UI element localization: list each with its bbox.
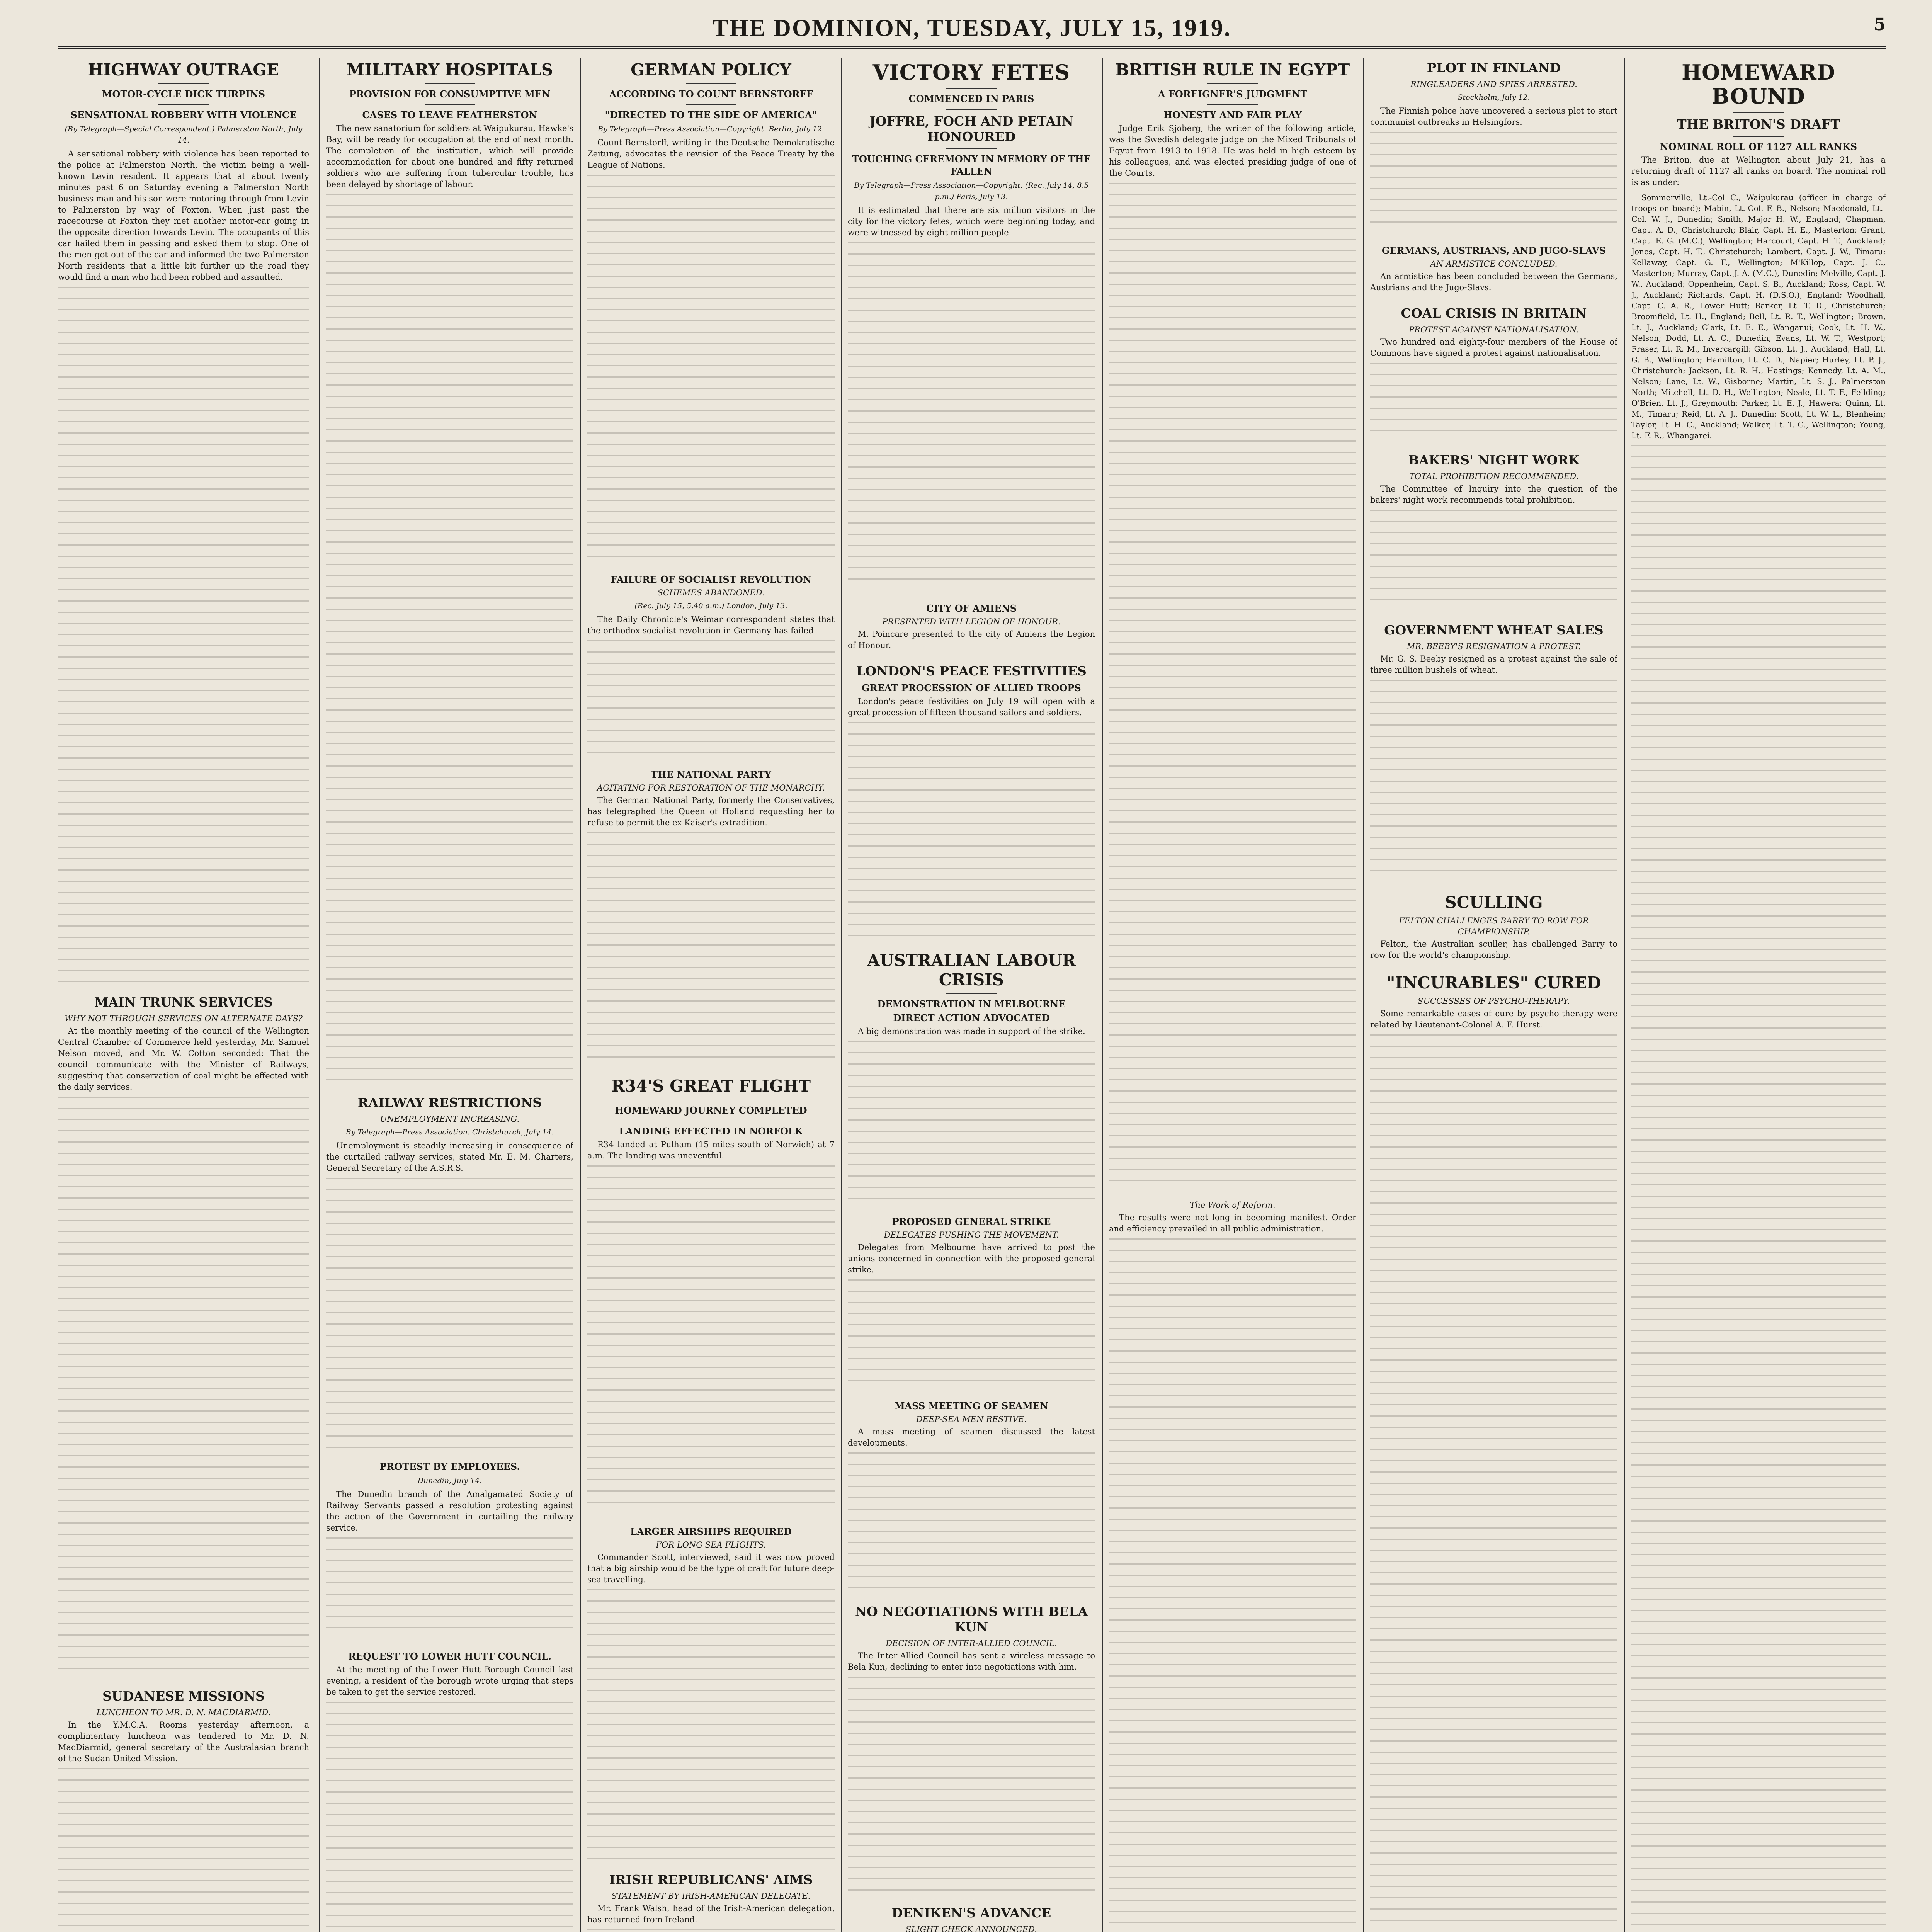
article-body: London's peace festivities on July 19 will open with a great procession of fifteen thousand sailors and soldiers. bbox=[848, 697, 1095, 717]
headline: "INCURABLES" CURED bbox=[1386, 973, 1601, 992]
article-bakers-night-work bbox=[1370, 452, 1617, 610]
subhead: FOR LONG SEA FLIGHTS. bbox=[656, 1540, 766, 1549]
body-text-block bbox=[1370, 1034, 1617, 1923]
article-general-strike bbox=[848, 1216, 1095, 1388]
article-body: Mr. Frank Walsh, head of the Irish-American delegation, has returned from Ireland. bbox=[587, 1904, 835, 1924]
headline: COAL CRISIS IN BRITAIN bbox=[1401, 306, 1587, 321]
nominal-roll: Sommerville, Lt.-Col C., Waipukurau (officer in charge of troops on board); Mabin, Lt.-Col. F. B., Nelson; Macdonald, Lt.-Col. W. J., Dunedin; Smith, Major H. W., England; Chapman, Capt. A. D., Christchurch; Blair, Capt. H. E., Masterton; Grant, Capt. E. G. (M.C.), Wellington; Harcourt, Capt. H. T., Auckland; Jones, Capt. H. T., Christchurch; Lambert, Capt. J. W., Timaru; Kellaway, Capt. G. F., Wellington; M'Killop, Capt. J. C., Masterton; Murray, Capt. J. A. (M.C.), Dunedin; Melville, Capt. J. W., Auckland; Oppenheim, Capt. S. B., Auckland; Ross, Capt. W. J., Auckland; Richards, Capt. H. (D.S.O.), England; Woodhall, Capt. C. A. R., Lower Hutt; Barker, Lt. T. D., Christchurch; Broomfield, Lt. H., England; Bell, Lt. R. T., Wellington; Brown, Lt. J., Auckland; Clark, Lt. E. E., Wanganui; Cook, Lt. H. W., Nelson; Dodd, Lt. A. C., Dunedin; Evans, Lt. W. T., Westport; Fraser, Lt. R. M., Invercargill; Gibson, Lt. J., Auckland; Hall, Lt. G. B., Wellington; Hamilton, Lt. C. D., Napier; Hurley, Lt. P. J., Christchurch; Jackson, Lt. R. H., Hastings; Kennedy, Lt. A. M., Nelson; Lane, Lt. W., Gisborne; Martin, Lt. S. J., Palmerston North; Mitchell, Lt. D. H., Wellington; Neale, Lt. T. F., Feilding; O'Brien, Lt. J., Greymouth; Parker, Lt. E. J., Hawera; Quinn, Lt. M., Timaru; Reid, Lt. A. J., Dunedin; Scott, Lt. W. L., Blenheim; Taylor, Lt. H. C., Auckland; Walker, Lt. T. G., Wellington; Young, Lt. F. R., Whangarei. bbox=[1631, 193, 1886, 440]
section-heading: The Work of Reform. bbox=[1190, 1201, 1276, 1210]
article-body: Unemployment is steadily increasing in consequence of the curtailed railway services, stated Mr. E. M. Charters, General Secretary of the A.S.R.S. bbox=[326, 1141, 573, 1173]
headline: MAIN TRUNK SERVICES bbox=[94, 995, 273, 1010]
headline: PROPOSED GENERAL STRIKE bbox=[892, 1216, 1051, 1227]
article-body: The German National Party, formerly the Conservatives, has telegraphed the Queen of Holland requesting her to refuse to permit the ex-Kaiser's extradition. bbox=[587, 796, 835, 827]
article-coal-crisis bbox=[1370, 306, 1617, 440]
headline: AUSTRALIAN LABOUR CRISIS bbox=[867, 951, 1076, 989]
column-3 bbox=[587, 58, 835, 1932]
headline: PLOT IN FINLAND bbox=[1427, 60, 1561, 75]
section-work-of-reform bbox=[1109, 1200, 1356, 1932]
body-text-block bbox=[587, 175, 835, 561]
article-wheat-sales bbox=[1370, 622, 1617, 881]
subhead: THE BRITON'S DRAFT bbox=[1677, 117, 1840, 132]
subhead: GREAT PROCESSION OF ALLIED TROOPS bbox=[862, 682, 1081, 694]
body-text-block bbox=[1370, 363, 1617, 440]
subhead: SENSATIONAL ROBBERY WITH VIOLENCE bbox=[70, 109, 297, 121]
headline: THE NATIONAL PARTY bbox=[651, 769, 771, 780]
article-body: Two hundred and eighty-four members of the House of Commons have signed a protest against nationalisation. bbox=[1370, 337, 1617, 358]
headline: BRITISH RULE IN EGYPT bbox=[1115, 60, 1350, 79]
subhead: DIRECT ACTION ADVOCATED bbox=[893, 1012, 1050, 1024]
column-5 bbox=[1109, 58, 1356, 1932]
article-body: Judge Erik Sjoberg, the writer of the following article, was the Swedish delegate judge on the Mixed Tribunals of Egypt from 1913 to 1918. He was held in high esteem by his colleagues, and was elected presiding judge of one of the Courts. bbox=[1109, 124, 1356, 178]
article-national-party bbox=[587, 769, 835, 1064]
subhead: STATEMENT BY IRISH-AMERICAN DELEGATE. bbox=[611, 1891, 811, 1901]
subhead: LANDING EFFECTED IN NORFOLK bbox=[619, 1126, 803, 1137]
article-highway-outrage bbox=[58, 60, 309, 982]
article-body: At the meeting of the Lower Hutt Borough Council last evening, a resident of the borough wrote urging that steps be taken to get the service restored. bbox=[326, 1665, 573, 1697]
article-body: Count Bernstorff, writing in the Deutsche Demokratische Zeitung, advocates the revision of the Peace Treaty by the League of Nations. bbox=[587, 138, 835, 170]
subhead: MR. BEEBY'S RESIGNATION A PROTEST. bbox=[1406, 642, 1581, 651]
article-body: Delegates from Melbourne have arrived to post the unions concerned in connection with the proposed general strike. bbox=[848, 1243, 1095, 1274]
body-text-block bbox=[587, 1929, 835, 1932]
body-text-block bbox=[587, 1165, 835, 1513]
article-body: The Daily Chronicle's Weimar correspondent states that the orthodox socialist revolution in Germany has failed. bbox=[587, 615, 835, 635]
headline: FAILURE OF SOCIALIST REVOLUTION bbox=[611, 574, 811, 585]
article-sudanese-missions bbox=[58, 1689, 309, 1932]
dateline: Stockholm, July 12. bbox=[1458, 93, 1530, 102]
dateline: By Telegraph—Press Association—Copyright. Berlin, July 12. bbox=[597, 125, 825, 133]
subhead: SLIGHT CHECK ANNOUNCED. bbox=[906, 1925, 1037, 1932]
article-body: An armistice has been concluded between the Germans, Austrians and the Jugo-Slavs. bbox=[1370, 272, 1617, 292]
subhead: AN ARMISTICE CONCLUDED. bbox=[1430, 259, 1558, 269]
body-text-block bbox=[326, 1178, 573, 1448]
body-text-block bbox=[1109, 1238, 1356, 1932]
body-text-block bbox=[58, 1097, 309, 1676]
headline: MASS MEETING OF SEAMEN bbox=[894, 1400, 1049, 1412]
article-deniken bbox=[848, 1905, 1095, 1932]
column-rule bbox=[1102, 58, 1103, 1932]
article-body: The Briton, due at Wellington about July 21, has a returning draft of 1127 all ranks on board. The nominal roll is as under: bbox=[1631, 155, 1886, 187]
subhead: SCHEMES ABANDONED. bbox=[657, 588, 765, 597]
nominal-roll-continued bbox=[1631, 445, 1886, 1932]
article-body: A mass meeting of seamen discussed the latest developments. bbox=[848, 1427, 1095, 1447]
headline: REQUEST TO LOWER HUTT COUNCIL. bbox=[348, 1651, 551, 1662]
headline: GOVERNMENT WHEAT SALES bbox=[1384, 622, 1604, 638]
article-australian-labour bbox=[848, 951, 1095, 1203]
article-irish-republicans bbox=[587, 1872, 835, 1932]
article-bela-kun bbox=[848, 1604, 1095, 1893]
article-plot-finland bbox=[1370, 60, 1617, 232]
subhead: AGITATING FOR RESTORATION OF THE MONARCHY. bbox=[597, 783, 825, 793]
article-incurables-cured bbox=[1370, 973, 1617, 1923]
subhead: DECISION OF INTER-ALLIED COUNCIL. bbox=[886, 1639, 1057, 1648]
article-body: Commander Scott, interviewed, said it was now proved that a big airship would be the type of craft for future deep-sea travelling. bbox=[587, 1553, 835, 1584]
headline: NO NEGOTIATIONS WITH BELA KUN bbox=[855, 1604, 1088, 1634]
column-2 bbox=[326, 58, 573, 1932]
subhead: TOUCHING CEREMONY IN MEMORY OF THE FALLEN bbox=[852, 153, 1091, 177]
subhead: NOMINAL ROLL OF 1127 ALL RANKS bbox=[1660, 141, 1857, 152]
subhead: MOTOR-CYCLE DICK TURPINS bbox=[102, 88, 265, 100]
article-lower-hutt bbox=[326, 1650, 573, 1932]
subhead: CASES TO LEAVE FEATHERSTON bbox=[362, 109, 537, 121]
headline: MILITARY HOSPITALS bbox=[346, 60, 553, 79]
body-text-block bbox=[326, 194, 573, 1083]
page-number: 5 bbox=[1874, 15, 1886, 34]
subhead: DEMONSTRATION IN MELBOURNE bbox=[877, 998, 1066, 1010]
article-german-policy bbox=[587, 60, 835, 561]
column-4 bbox=[848, 58, 1095, 1932]
article-larger-airships bbox=[587, 1526, 835, 1860]
subhead: UNEMPLOYMENT INCREASING. bbox=[380, 1114, 520, 1124]
article-socialist-revolution bbox=[587, 573, 835, 756]
dateline: (By Telegraph—Special Correspondent.) Palmerston North, July 14. bbox=[65, 125, 303, 145]
headline: LARGER AIRSHIPS REQUIRED bbox=[630, 1526, 792, 1537]
article-main-trunk bbox=[58, 995, 309, 1676]
article-body: The new sanatorium for soldiers at Waipukurau, Hawke's Bay, will be ready for occupation at the end of next month. The completion of the institution, which will provide accommodation for about one hundred and fifty returned soldiers who are suffering from tubercular trouble, has been delayed by shortage of labour. bbox=[326, 124, 573, 189]
body-text-block bbox=[1109, 183, 1356, 1187]
subhead: ACCORDING TO COUNT BERNSTORFF bbox=[609, 88, 813, 100]
headline: HOMEWARD BOUND bbox=[1682, 60, 1835, 109]
body-text-block bbox=[1370, 132, 1617, 232]
body-text-block bbox=[848, 1279, 1095, 1388]
article-body: M. Poincare presented to the city of Amiens the Legion of Honour. bbox=[848, 629, 1095, 650]
article-railway-restrictions bbox=[326, 1095, 573, 1448]
subhead: HOMEWARD JOURNEY COMPLETED bbox=[615, 1105, 807, 1116]
masthead bbox=[58, 8, 1886, 49]
article-body: The results were not long in becoming manifest. Order and efficiency prevailed in all public administration. bbox=[1109, 1213, 1356, 1233]
article-body: The Dunedin branch of the Amalgamated Society of Railway Servants passed a resolution protesting against the action of the Government in curtailing the railway service. bbox=[326, 1490, 573, 1532]
column-rule bbox=[580, 58, 581, 1932]
subhead: "DIRECTED TO THE SIDE OF AMERICA" bbox=[605, 109, 817, 121]
article-london-peace bbox=[848, 663, 1095, 939]
body-text-block bbox=[587, 832, 835, 1064]
body-text-block bbox=[848, 1041, 1095, 1203]
article-germans-austrians bbox=[1370, 245, 1617, 293]
article-seamen bbox=[848, 1400, 1095, 1592]
body-text-block bbox=[587, 1589, 835, 1860]
subhead: TOTAL PROHIBITION RECOMMENDED. bbox=[1409, 472, 1578, 481]
headline: SUDANESE MISSIONS bbox=[102, 1689, 265, 1704]
article-r34-flight bbox=[587, 1077, 835, 1513]
headline: IRISH REPUBLICANS' AIMS bbox=[609, 1872, 813, 1887]
article-body: R34 landed at Pulham (15 miles south of Norwich) at 7 a.m. The landing was uneventful. bbox=[587, 1140, 835, 1160]
body-text-block bbox=[58, 1768, 309, 1932]
subhead: RINGLEADERS AND SPIES ARRESTED. bbox=[1410, 80, 1577, 89]
article-military-hospitals bbox=[326, 60, 573, 1083]
article-body: At the monthly meeting of the council of the Wellington Central Chamber of Commerce held yesterday, Mr. Samuel Nelson moved, and Mr. W. Cotton seconded: That the council communicate with the Minister of Railways, suggesting that conservation of coal might be effected with the daily services. bbox=[58, 1026, 309, 1092]
subhead: PROVISION FOR CONSUMPTIVE MEN bbox=[349, 88, 551, 100]
dateline: By Telegraph—Press Association. Christchurch, July 14. bbox=[345, 1128, 554, 1136]
dateline: Dunedin, July 14. bbox=[417, 1476, 482, 1485]
article-victory-fetes bbox=[848, 60, 1095, 590]
body-text-block bbox=[1370, 680, 1617, 881]
body-text-block bbox=[848, 1677, 1095, 1893]
column-rule bbox=[1624, 58, 1625, 1932]
article-body: Mr. G. S. Beeby resigned as a protest against the sale of three million bushels of wheat. bbox=[1370, 654, 1617, 675]
body-text-block bbox=[1370, 510, 1617, 610]
subhead: PRESENTED WITH LEGION OF HONOUR. bbox=[882, 617, 1061, 626]
headline: HIGHWAY OUTRAGE bbox=[88, 60, 279, 79]
headline: CITY OF AMIENS bbox=[926, 603, 1017, 614]
subhead: DELEGATES PUSHING THE MOVEMENT. bbox=[884, 1230, 1059, 1240]
column-rule bbox=[1363, 58, 1364, 1932]
article-city-of-amiens bbox=[848, 602, 1095, 651]
body-text-block bbox=[326, 1702, 573, 1932]
article-body: A sensational robbery with violence has been reported to the police at Palmerston North, the victim being a well-known Levin resident. It appears that at about twenty minutes past 6 on Saturday evening a Palmerston North business man and his son were motoring through from Levin to Palmerston by way of Foxton. When just past the racecourse at Foxton they met another motor-car going in the opposite direction towards Levin. The occupants of this car hailed them in passing and asked them to stop. One of the men got out of the car and informed the two Palmerston North residents that a little bit further up the road they would find a man who had been robbed and assaulted. bbox=[58, 149, 309, 282]
subhead: JOFFRE, FOCH AND PETAIN HONOURED bbox=[869, 114, 1073, 144]
subhead: A FOREIGNER'S JUDGMENT bbox=[1158, 88, 1308, 100]
article-body: It is estimated that there are six million visitors in the city for the victory fetes, which were beginning today, and were witnessed by eight million people. bbox=[848, 206, 1095, 237]
article-british-rule-egypt bbox=[1109, 60, 1356, 1187]
article-body: In the Y.M.C.A. Rooms yesterday afternoon, a complimentary luncheon was tendered to Mr. D. N. MacDiarmid, general secretary of the Australasian branch of the Sudan United Mission. bbox=[58, 1720, 309, 1763]
headline: LONDON'S PEACE FESTIVITIES bbox=[856, 663, 1087, 679]
article-protest-employees bbox=[326, 1461, 573, 1638]
subhead: COMMENCED IN PARIS bbox=[908, 93, 1034, 104]
body-text-block bbox=[326, 1537, 573, 1638]
headline: PROTEST BY EMPLOYEES. bbox=[379, 1461, 520, 1472]
headline: R34'S GREAT FLIGHT bbox=[611, 1077, 811, 1095]
column-6 bbox=[1370, 58, 1617, 1932]
subhead: WHY NOT THROUGH SERVICES ON ALTERNATE DAYS? bbox=[64, 1014, 303, 1023]
subhead: DEEP-SEA MEN RESTIVE. bbox=[916, 1415, 1027, 1424]
dateline: (Rec. July 15, 5.40 a.m.) London, July 13. bbox=[634, 602, 787, 610]
column-rule bbox=[841, 58, 842, 1932]
article-body: A big demonstration was made in support of the strike. bbox=[858, 1027, 1085, 1036]
body-text-block bbox=[848, 1452, 1095, 1592]
masthead-title: THE DOMINION, TUESDAY, JULY 15, 1919. bbox=[712, 15, 1231, 41]
subhead: SUCCESSES OF PSYCHO-THERAPY. bbox=[1417, 997, 1570, 1006]
article-body: The Inter-Allied Council has sent a wireless message to Bela Kun, declining to enter into negotiations with him. bbox=[848, 1651, 1095, 1672]
headline: RAILWAY RESTRICTIONS bbox=[357, 1095, 542, 1110]
article-homeward-bound bbox=[1631, 60, 1886, 1932]
article-body: The Committee of Inquiry into the question of the bakers' night work recommends total prohibition. bbox=[1370, 484, 1617, 505]
headline: BAKERS' NIGHT WORK bbox=[1408, 452, 1580, 468]
subhead: PROTEST AGAINST NATIONALISATION. bbox=[1409, 325, 1579, 334]
body-text-block bbox=[848, 242, 1095, 590]
column-rule bbox=[319, 58, 320, 1932]
headline: SCULLING bbox=[1445, 893, 1543, 912]
body-text-block bbox=[58, 287, 309, 982]
subhead: FELTON CHALLENGES BARRY TO ROW FOR CHAMPIONSHIP. bbox=[1399, 916, 1589, 936]
column-1 bbox=[58, 58, 309, 1932]
article-sculling bbox=[1370, 893, 1617, 961]
article-body: The Finnish police have uncovered a serious plot to start communist outbreaks in Helsingfors. bbox=[1370, 106, 1617, 127]
subhead: LUNCHEON TO MR. D. N. MACDIARMID. bbox=[96, 1708, 271, 1717]
column-7 bbox=[1631, 58, 1886, 1932]
headline: VICTORY FETES bbox=[872, 60, 1070, 85]
headline: GERMAN POLICY bbox=[631, 60, 791, 79]
dateline: By Telegraph—Press Association—Copyright. (Rec. July 14, 8.5 p.m.) Paris, July 13. bbox=[854, 181, 1089, 201]
article-body: Felton, the Australian sculler, has challenged Barry to row for the world's championship. bbox=[1370, 939, 1617, 960]
article-body: Some remarkable cases of cure by psycho-therapy were related by Lieutenant-Colonel A. F. Hurst. bbox=[1370, 1009, 1617, 1029]
subhead: HONESTY AND FAIR PLAY bbox=[1163, 109, 1302, 121]
headline: DENIKEN'S ADVANCE bbox=[891, 1905, 1051, 1920]
headline: GERMANS, AUSTRIANS, AND JUGO-SLAVS bbox=[1382, 245, 1606, 256]
body-text-block bbox=[587, 640, 835, 756]
body-text-block bbox=[848, 722, 1095, 939]
